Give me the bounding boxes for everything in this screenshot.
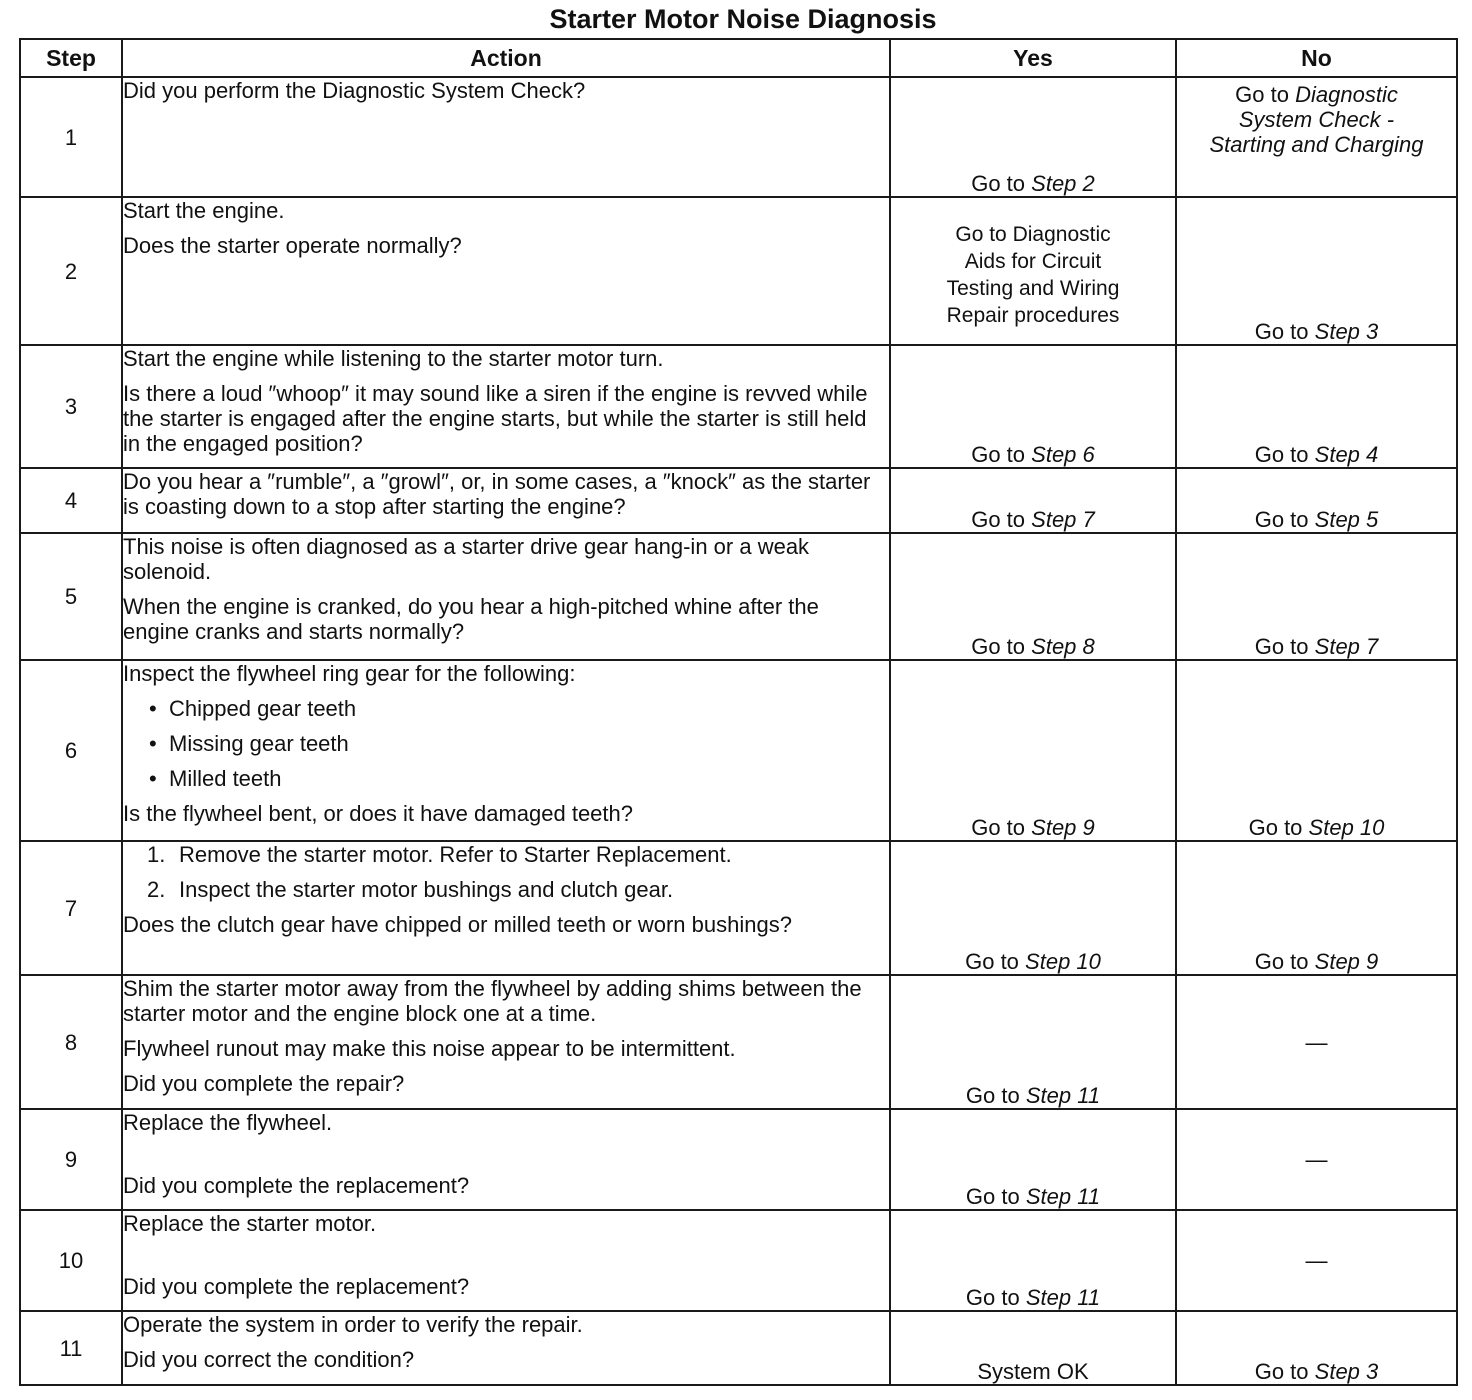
action-question: Do you hear a ″rumble″, a ″growl″, or, in some cases, a ″knock″ as the starter is coasting down to a stop after starting the engine? bbox=[123, 469, 871, 519]
step-link[interactable]: Step 3 bbox=[1314, 319, 1379, 344]
table-row bbox=[20, 197, 1457, 345]
action-question: Is there a loud ″whoop″ it may sound like a siren if the engine is revved while the starter is engaged after the engine starts, but while the starter is still held in the engaged position? bbox=[123, 381, 868, 456]
no-cell bbox=[1176, 660, 1457, 841]
yes-cell bbox=[890, 77, 1176, 197]
step-action bbox=[122, 841, 890, 975]
go-to-label: Go to bbox=[1248, 815, 1303, 840]
yes-line: Aids for Circuit bbox=[964, 250, 1102, 273]
action-note: Flywheel runout may make this noise appear to be intermittent. bbox=[123, 1036, 736, 1061]
header-action: Action bbox=[122, 39, 890, 77]
action-text: Shim the starter motor away from the flywheel by adding shims between the starter motor and the engine block one at a time. bbox=[123, 976, 862, 1026]
step-link[interactable]: Step 11 bbox=[1025, 1184, 1101, 1209]
yes-cell bbox=[890, 841, 1176, 975]
step-link[interactable]: Step 7 bbox=[1314, 634, 1379, 659]
go-to-label: Go to bbox=[971, 507, 1026, 532]
step-number: 4 bbox=[20, 468, 122, 533]
no-cell bbox=[1176, 345, 1457, 468]
yes-cell bbox=[890, 1109, 1176, 1210]
go-to-label: Go to bbox=[1254, 442, 1309, 467]
step-link[interactable]: Step 9 bbox=[1031, 815, 1095, 840]
table-row bbox=[20, 1109, 1457, 1210]
step-action bbox=[122, 1311, 890, 1385]
action-text: This noise is often diagnosed as a starter drive gear hang-in or a weak solenoid. bbox=[123, 534, 810, 584]
bullet-icon: • bbox=[149, 731, 157, 756]
step-action bbox=[122, 345, 890, 468]
go-to-label: Go to bbox=[965, 1184, 1020, 1209]
yes-cell: System OK bbox=[890, 1311, 1176, 1385]
table-row bbox=[20, 1311, 1457, 1385]
action-question: When the engine is cranked, do you hear a high-pitched whine after the engine cranks and starts normally? bbox=[123, 594, 819, 644]
header-step: Step bbox=[20, 39, 122, 77]
go-to-label: Go to bbox=[971, 815, 1026, 840]
no-cell bbox=[1176, 197, 1457, 345]
header-no: No bbox=[1176, 39, 1457, 77]
bullet-icon: • bbox=[149, 766, 157, 791]
bullet-icon: • bbox=[149, 696, 157, 721]
step-link[interactable]: Step 4 bbox=[1314, 442, 1379, 467]
step-link[interactable]: Step 5 bbox=[1314, 507, 1379, 532]
yes-cell bbox=[890, 468, 1176, 533]
step-action bbox=[122, 975, 890, 1109]
no-cell bbox=[1176, 77, 1457, 197]
go-to-label: Go to bbox=[1254, 1359, 1309, 1384]
go-to-label: Go to bbox=[971, 634, 1026, 659]
no-cell bbox=[1176, 841, 1457, 975]
yes-cell bbox=[890, 345, 1176, 468]
go-to-label: Go to bbox=[965, 1285, 1020, 1310]
action-question: Did you complete the replacement? bbox=[123, 1274, 470, 1299]
yes-line: Testing and Wiring bbox=[946, 277, 1120, 300]
go-to-label: Go to bbox=[1254, 507, 1309, 532]
go-to-label: Go to bbox=[971, 171, 1026, 196]
step-number: 7 bbox=[20, 841, 122, 975]
action-text: Did you perform the Diagnostic System Check? bbox=[123, 78, 586, 103]
go-to-label: Go to bbox=[1254, 319, 1309, 344]
step-link[interactable]: Step 6 bbox=[1031, 442, 1095, 467]
yes-line: Repair procedures bbox=[946, 304, 1120, 327]
action-question: Is the flywheel bent, or does it have damaged teeth? bbox=[123, 801, 633, 826]
step-number: 9 bbox=[20, 1109, 122, 1210]
page-title: Starter Motor Noise Diagnosis bbox=[549, 4, 937, 34]
no-cell bbox=[1176, 468, 1457, 533]
action-question: Did you correct the condition? bbox=[123, 1347, 415, 1372]
table-row bbox=[20, 1210, 1457, 1311]
step-action bbox=[122, 77, 890, 197]
step-link[interactable]: Step 11 bbox=[1025, 1083, 1101, 1108]
header-yes: Yes bbox=[890, 39, 1176, 77]
go-to-label: Go to bbox=[965, 949, 1019, 974]
yes-cell bbox=[890, 975, 1176, 1109]
action-question: Does the starter operate normally? bbox=[123, 233, 462, 258]
procedure-link[interactable]: Diagnostic bbox=[1295, 82, 1398, 107]
step-number: 11 bbox=[20, 1311, 122, 1385]
step-action bbox=[122, 1109, 890, 1210]
step-number: 5 bbox=[20, 533, 122, 660]
action-question: Did you complete the repair? bbox=[123, 1071, 405, 1096]
step-link[interactable]: Step 11 bbox=[1025, 1285, 1101, 1310]
table-row bbox=[20, 533, 1457, 660]
yes-line: Go to Diagnostic bbox=[955, 223, 1111, 246]
no-cell bbox=[1176, 533, 1457, 660]
go-to-label: Go to bbox=[1254, 949, 1309, 974]
diagnosis-table bbox=[19, 38, 1458, 1386]
step-action bbox=[122, 1210, 890, 1311]
step-action bbox=[122, 660, 890, 841]
step-number: 10 bbox=[20, 1210, 122, 1311]
step-number: 3 bbox=[20, 345, 122, 468]
list-item: 1. Remove the starter motor. Refer to Starter Replacement. bbox=[147, 842, 732, 867]
table-row bbox=[20, 975, 1457, 1109]
step-number: 8 bbox=[20, 975, 122, 1109]
step-link[interactable]: Step 9 bbox=[1314, 949, 1379, 974]
table-header-row bbox=[20, 39, 1457, 77]
step-number: 1 bbox=[20, 77, 122, 197]
table-row bbox=[20, 660, 1457, 841]
yes-cell bbox=[890, 197, 1176, 345]
list-item: • Chipped gear teeth bbox=[149, 696, 357, 721]
no-cell: — bbox=[1176, 975, 1457, 1109]
step-link[interactable]: Step 3 bbox=[1314, 1359, 1379, 1384]
table-row bbox=[20, 345, 1457, 468]
yes-cell bbox=[890, 660, 1176, 841]
step-link[interactable]: Step 10 bbox=[1308, 815, 1385, 840]
go-to-label: Go to bbox=[1254, 634, 1309, 659]
go-to-label: Go to bbox=[971, 442, 1026, 467]
step-action bbox=[122, 533, 890, 660]
action-text: Start the engine while listening to the starter motor turn. bbox=[123, 346, 664, 371]
go-to-label: Go to bbox=[1235, 82, 1289, 107]
step-number: 6 bbox=[20, 660, 122, 841]
list-item: • Milled teeth bbox=[149, 766, 282, 791]
list-item: • Missing gear teeth bbox=[149, 731, 349, 756]
no-cell bbox=[1176, 1311, 1457, 1385]
step-link[interactable]: Step 7 bbox=[1031, 507, 1095, 532]
action-text: Replace the flywheel. bbox=[123, 1110, 333, 1135]
table-row bbox=[20, 841, 1457, 975]
procedure-link[interactable]: System Check - bbox=[1238, 107, 1395, 132]
action-text: Operate the system in order to verify the repair. bbox=[123, 1312, 583, 1337]
action-question: Does the clutch gear have chipped or milled teeth or worn bushings? bbox=[123, 912, 792, 937]
action-text: Inspect the flywheel ring gear for the following: bbox=[123, 661, 576, 686]
step-link[interactable]: Step 2 bbox=[1031, 171, 1095, 196]
action-text: Replace the starter motor. bbox=[123, 1211, 377, 1236]
procedure-link[interactable]: Starting and Charging bbox=[1209, 132, 1424, 157]
yes-cell bbox=[890, 1210, 1176, 1311]
step-link[interactable]: Step 8 bbox=[1031, 634, 1095, 659]
step-action bbox=[122, 197, 890, 345]
no-cell: — bbox=[1176, 1109, 1457, 1210]
list-item: 2. Inspect the starter motor bushings and clutch gear. bbox=[147, 877, 674, 902]
step-number: 2 bbox=[20, 197, 122, 345]
table-row bbox=[20, 468, 1457, 533]
step-action bbox=[122, 468, 890, 533]
yes-cell bbox=[890, 533, 1176, 660]
table-row bbox=[20, 77, 1457, 197]
go-to-label: Go to bbox=[965, 1083, 1020, 1108]
no-cell: — bbox=[1176, 1210, 1457, 1311]
action-question: Did you complete the replacement? bbox=[123, 1173, 470, 1198]
action-text: Start the engine. bbox=[123, 198, 285, 223]
step-link[interactable]: Step 10 bbox=[1025, 949, 1101, 974]
